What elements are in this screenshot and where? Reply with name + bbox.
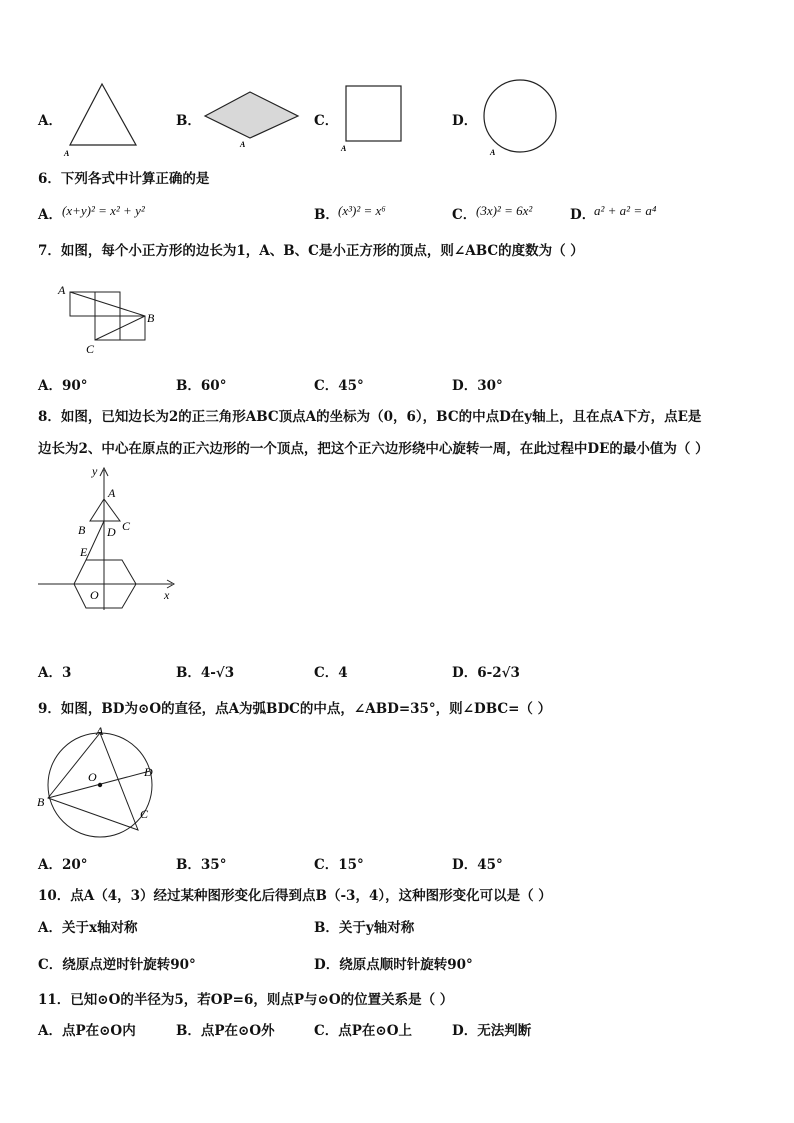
q11-option-a: A．点P在⊙O内 [38,1023,136,1039]
q10-option-d: D．绕原点顺时针旋转90° [314,957,473,973]
option-c-label: C． [314,113,339,129]
q9-label-b: B [37,795,45,809]
q6-option-d-expr: a² + a² = a⁴ [594,203,657,218]
q6-stem: 6．下列各式中计算正确的是 [38,171,210,187]
circle-vertex-label: A [490,148,496,157]
q8-option-d: D．6-2√3 [452,665,520,681]
q11-option-c: C．点P在⊙O上 [314,1023,412,1039]
q7-label-b: B [147,311,155,325]
q9-label-d: D [144,765,153,779]
q10-stem: 10．点A（4，3）经过某种图形变化后得到点B（-3，4），这种图形变化可以是（ ） [38,888,552,904]
q8-coordinate-figure [34,462,184,612]
q11-option-b: B．点P在⊙O外 [176,1023,275,1039]
q8-label-a: A [108,486,116,500]
q6-option-d-letter: D． [570,207,596,223]
q7-option-a: A．90° [38,378,88,394]
q8-label-c: C [122,519,131,533]
q11-stem: 11．已知⊙O的半径为5，若OP=6，则点P与⊙O的位置关系是（ ） [38,992,454,1008]
q9-label-c: C [140,807,149,821]
q10-option-c: C．绕原点逆时针旋转90° [38,957,196,973]
circle-shape [480,76,562,158]
q8-stem-line1: 8．如图，已知边长为2的正三角形ABC顶点A的坐标为（0，6），BC的中点D在y轴上，且在点A下方，点E是 [38,409,702,425]
q9-label-a: A [96,724,104,738]
option-b-label: B． [176,113,201,129]
q8-label-d: D [107,525,116,539]
rhombus-shape [200,86,304,150]
q10-option-b: B．关于y轴对称 [314,920,415,936]
q9-center-dot [98,783,102,787]
q7-option-b: B．60° [176,378,227,394]
rhombus-vertex-label: A [240,140,246,149]
q8-option-a: A．3 [38,665,72,681]
q9-option-b: B．35° [176,857,227,873]
triangle-vertex-label: A [64,149,70,158]
q9-stem: 9．如图，BD为⊙O的直径，点A为弧BDC的中点，∠ABD=35°，则∠DBC=（ ） [38,701,552,717]
square-vertex-label: A [341,144,347,153]
q11-option-d: D．无法判断 [452,1023,532,1039]
q6-option-b-expr: (x³)² = x⁶ [338,203,386,218]
q9-option-d: D．45° [452,857,503,873]
square-shape [338,82,408,154]
q9-option-a: A．20° [38,857,88,873]
q9-circle-figure [34,718,164,842]
option-a-label: A． [38,113,62,129]
q8-label-e: E [80,545,88,559]
q8-label-b: B [78,523,86,537]
q8-stem-line2: 边长为2、中心在原点的正六边形的一个顶点，把这个正六边形绕中心旋转一周，在此过程中DE的最小值为（ ） [38,441,709,457]
q7-stem: 7．如图，每个小正方形的边长为1，A、B、C是小正方形的顶点，则∠ABC的度数为（ ） [38,243,584,259]
q6-option-a-expr: (x+y)² = x² + y² [62,203,145,218]
q9-option-c: C．15° [314,857,364,873]
q7-option-c: C．45° [314,378,364,394]
q8-label-o: O [90,588,99,602]
triangle-shape [62,78,142,158]
q8-option-b: B．4-√3 [176,665,235,681]
option-d-label: D． [452,113,478,129]
q7-option-d: D．30° [452,378,503,394]
q7-grid-figure [54,282,166,358]
q10-option-a: A．关于x轴对称 [38,920,138,936]
q8-option-c: C．4 [314,665,348,681]
q6-option-c-expr: (3x)² = 6x² [476,203,533,218]
q6-option-b-letter: B． [314,207,339,223]
q6-option-c-letter: C． [452,207,477,223]
q7-label-a: A [58,283,66,297]
q9-label-o: O [88,770,97,784]
q7-label-c: C [86,342,95,356]
q6-option-a-letter: A． [38,207,62,223]
q8-label-x: x [164,588,170,602]
q8-label-y: y [92,464,98,478]
